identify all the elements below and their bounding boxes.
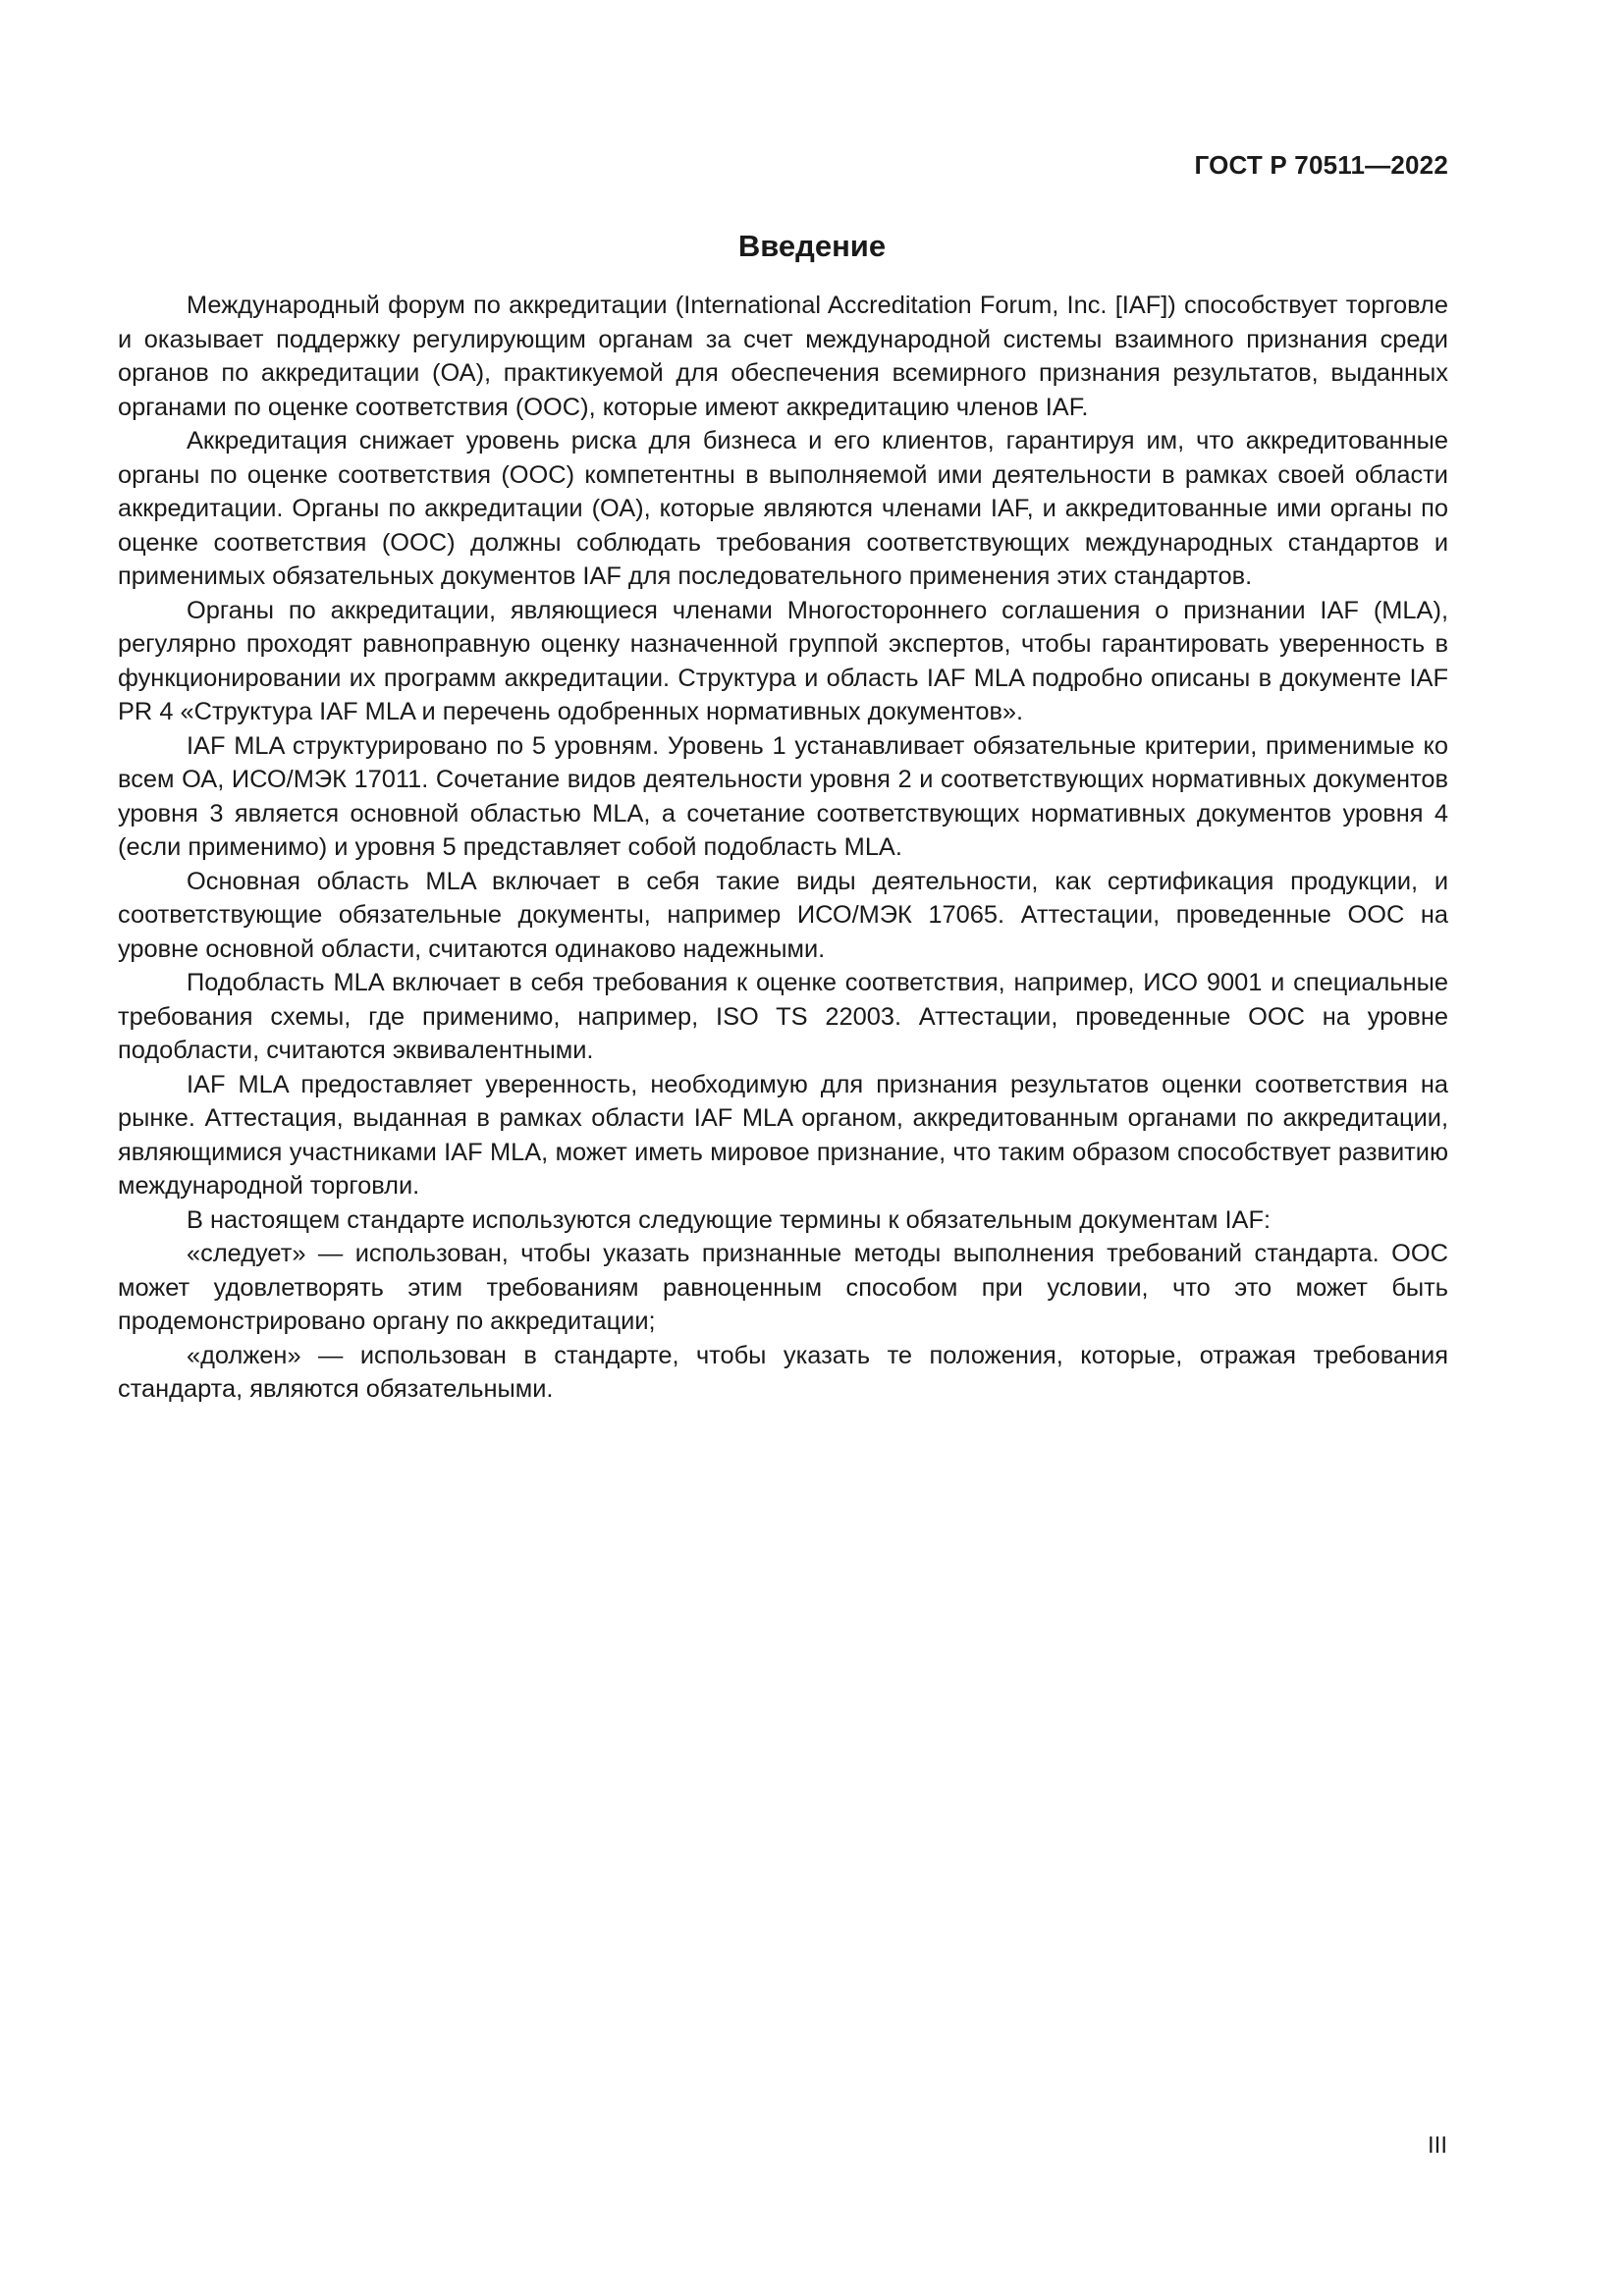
paragraph: Подобласть MLA включает в себя требования к оценке соответствия, например, ИСО 9001 и специальные требования схемы, где применимо, например, ISO TS 22003. Аттестации, проведенные ООС на уровне подобласти, считаются эквивалентными.	[118, 969, 1448, 1064]
document-code: ГОСТ Р 70511—2022	[1194, 150, 1448, 180]
paragraph: «должен» — использован в стандарте, чтобы указать те положения, которые, отражая требования стандарта, являются обязательными.	[118, 1341, 1448, 1403]
paragraph: «следует» — использован, чтобы указать признанные методы выполнения требований стандарта. ООС может удовлетворять этим требованиям равноценным способом при условии, что это может быть продемонстрировано органу по аккредитации;	[118, 1240, 1448, 1335]
paragraph: Основная область MLA включает в себя такие виды деятельности, как сертификация продукции, и соответствующие обязательные документы, например ИСО/МЭК 17065. Аттестации, проведенные ООС на уровне основной области, считаются одинаково надежными.	[118, 867, 1448, 963]
paragraph: Международный форум по аккредитации (International Accreditation Forum, Inc. [IAF]) способствует торговле и оказывает поддержку регулирующим органам за счет международной системы взаимного признания среди органов по аккредитации (ОА), практикуемой для обеспечения всемирного признания результатов, выданных органами по оценке соответствия (ООС), которые имеют аккредитацию членов IAF.	[118, 292, 1448, 421]
section-title: Введение	[737, 229, 887, 263]
paragraph: В настоящем стандарте используются следующие термины к обязательным документам IAF:	[187, 1205, 1272, 1234]
paragraph: IAF MLA структурировано по 5 уровням. Уровень 1 устанавливает обязательные критерии, применимые ко всем ОА, ИСО/МЭК 17011. Сочетание видов деятельности уровня 2 и соответствующих нормативных документов уровня 3 является основной областью MLA, а сочетание соответствующих нормативных документов уровня 4 (если применимо) и уровня 5 представляет собой подобласть MLA.	[118, 731, 1448, 861]
page-number: III	[1427, 2132, 1447, 2159]
paragraph: Аккредитация снижает уровень риска для бизнеса и его клиентов, гарантируя им, что аккредитованные органы по оценке соответствия (ООС) компетентны в выполняемой ими деятельности в рамках своей области аккредитации. Органы по аккредитации (ОА), которые являются членами IAF, и аккредитованные ими органы по оценке соответствия (ООС) должны соблюдать требования соответствующих международных стандартов и применимых обязательных документов IAF для последовательного применения этих стандартов.	[118, 427, 1448, 590]
body-text	[118, 289, 1448, 1407]
paragraph: Органы по аккредитации, являющиеся членами Многостороннего соглашения о признании IAF (MLA), регулярно проходят равноправную оценку назначенной группой экспертов, чтобы гарантировать уверенность в функционировании их программ аккредитации. Структура и область IAF MLA подробно описаны в документе IAF PR 4 «Структура IAF MLA и перечень одобренных нормативных документов».	[118, 596, 1448, 725]
paragraph: IAF MLA предоставляет уверенность, необходимую для признания результатов оценки соответствия на рынке. Аттестация, выданная в рамках области IAF MLA органом, аккредитованным органами по аккредитации, являющимися участниками IAF MLA, может иметь мировое признание, что таким образом способствует развитию международной торговли.	[118, 1070, 1448, 1200]
